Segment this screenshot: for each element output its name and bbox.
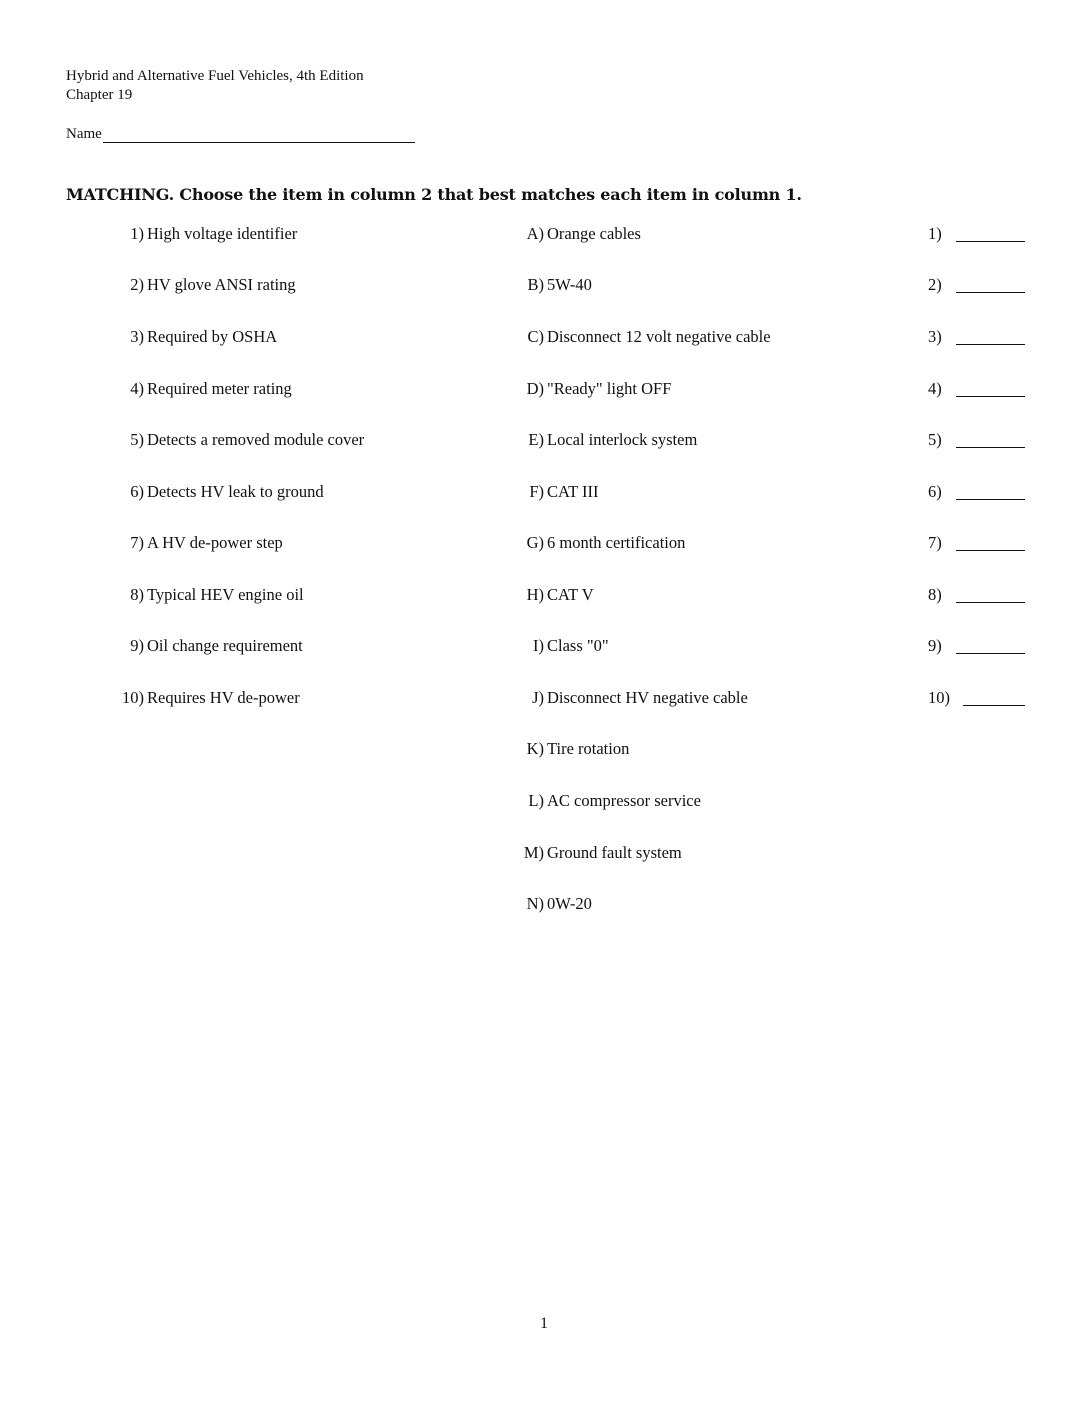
name-label: Name xyxy=(66,126,102,142)
column1-item: Typical HEV engine oil xyxy=(147,585,304,604)
column1-number: 8) xyxy=(130,585,144,604)
answer-number: 1) xyxy=(928,224,942,243)
page-number: 1 xyxy=(540,1315,548,1332)
column2-item: Orange cables xyxy=(547,224,641,243)
answer-number: 10) xyxy=(928,688,950,707)
answer-blank[interactable] xyxy=(956,602,1025,603)
name-blank-line[interactable] xyxy=(103,125,415,143)
answer-blank[interactable] xyxy=(956,499,1025,500)
matching-row xyxy=(0,273,1088,297)
name-field xyxy=(66,125,415,143)
column1-item: Required meter rating xyxy=(147,379,292,398)
answer-number: 8) xyxy=(928,585,942,604)
column2-letter: B) xyxy=(527,275,544,294)
answer-number: 4) xyxy=(928,379,942,398)
column1-number: 4) xyxy=(130,379,144,398)
column1-number: 10) xyxy=(122,688,144,707)
matching-row xyxy=(0,892,1088,916)
matching-row xyxy=(0,634,1088,658)
matching-instructions: MATCHING. Choose the item in column 2 that best matches each item in column 1. xyxy=(66,185,802,204)
document-title: Hybrid and Alternative Fuel Vehicles, 4th Edition xyxy=(66,68,364,84)
column1-number: 1) xyxy=(130,224,144,243)
answer-number: 3) xyxy=(928,327,942,346)
column1-number: 9) xyxy=(130,636,144,655)
column2-letter: G) xyxy=(526,533,544,552)
answer-number: 6) xyxy=(928,482,942,501)
column2-item: 0W-20 xyxy=(547,894,592,913)
answer-blank[interactable] xyxy=(956,653,1025,654)
column2-letter: E) xyxy=(528,430,544,449)
column2-letter: I) xyxy=(533,636,544,655)
answer-blank[interactable] xyxy=(963,705,1025,706)
answer-number: 9) xyxy=(928,636,942,655)
column2-item: Ground fault system xyxy=(547,843,682,862)
column2-item: CAT III xyxy=(547,482,599,501)
matching-row xyxy=(0,841,1088,865)
column1-item: HV glove ANSI rating xyxy=(147,275,296,294)
column2-item: 5W-40 xyxy=(547,275,592,294)
column1-number: 5) xyxy=(130,430,144,449)
column2-letter: N) xyxy=(526,894,544,913)
column2-letter: A) xyxy=(526,224,544,243)
column2-letter: J) xyxy=(532,688,544,707)
column1-number: 6) xyxy=(130,482,144,501)
column2-item: Local interlock system xyxy=(547,430,698,449)
column2-item: 6 month certification xyxy=(547,533,686,552)
answer-number: 7) xyxy=(928,533,942,552)
column2-item: Class "0" xyxy=(547,636,609,655)
answer-blank[interactable] xyxy=(956,447,1025,448)
column1-number: 3) xyxy=(130,327,144,346)
answer-blank[interactable] xyxy=(956,292,1025,293)
matching-row xyxy=(0,377,1088,401)
column2-item: CAT V xyxy=(547,585,594,604)
column1-item: A HV de-power step xyxy=(147,533,283,552)
answer-blank[interactable] xyxy=(956,550,1025,551)
column2-letter: K) xyxy=(526,739,544,758)
matching-row xyxy=(0,737,1088,761)
answer-number: 2) xyxy=(928,275,942,294)
answer-blank[interactable] xyxy=(956,396,1025,397)
column2-letter: D) xyxy=(526,379,544,398)
column2-item: AC compressor service xyxy=(547,791,701,810)
matching-row xyxy=(0,686,1088,710)
column2-letter: M) xyxy=(523,843,544,862)
column1-number: 7) xyxy=(130,533,144,552)
chapter-label: Chapter 19 xyxy=(66,87,133,103)
column2-letter: F) xyxy=(529,482,544,501)
answer-number: 5) xyxy=(928,430,942,449)
column2-item: "Ready" light OFF xyxy=(547,379,672,398)
column2-letter: H) xyxy=(526,585,544,604)
column1-item: Detects a removed module cover xyxy=(147,430,365,449)
matching-row xyxy=(0,222,1088,246)
column2-item: Tire rotation xyxy=(547,739,630,758)
column1-item: Requires HV de-power xyxy=(147,688,300,707)
column1-item: Detects HV leak to ground xyxy=(147,482,324,501)
column1-item: Oil change requirement xyxy=(147,636,303,655)
column2-letter: C) xyxy=(527,327,544,346)
matching-row xyxy=(0,531,1088,555)
column1-number: 2) xyxy=(130,275,144,294)
answer-blank[interactable] xyxy=(956,241,1025,242)
column2-letter: L) xyxy=(528,791,544,810)
matching-row xyxy=(0,480,1088,504)
column2-item: Disconnect 12 volt negative cable xyxy=(547,327,771,346)
column2-item: Disconnect HV negative cable xyxy=(547,688,748,707)
matching-row xyxy=(0,428,1088,452)
matching-row xyxy=(0,583,1088,607)
matching-row xyxy=(0,789,1088,813)
column1-item: High voltage identifier xyxy=(147,224,298,243)
column1-item: Required by OSHA xyxy=(147,327,278,346)
matching-row xyxy=(0,325,1088,349)
answer-blank[interactable] xyxy=(956,344,1025,345)
